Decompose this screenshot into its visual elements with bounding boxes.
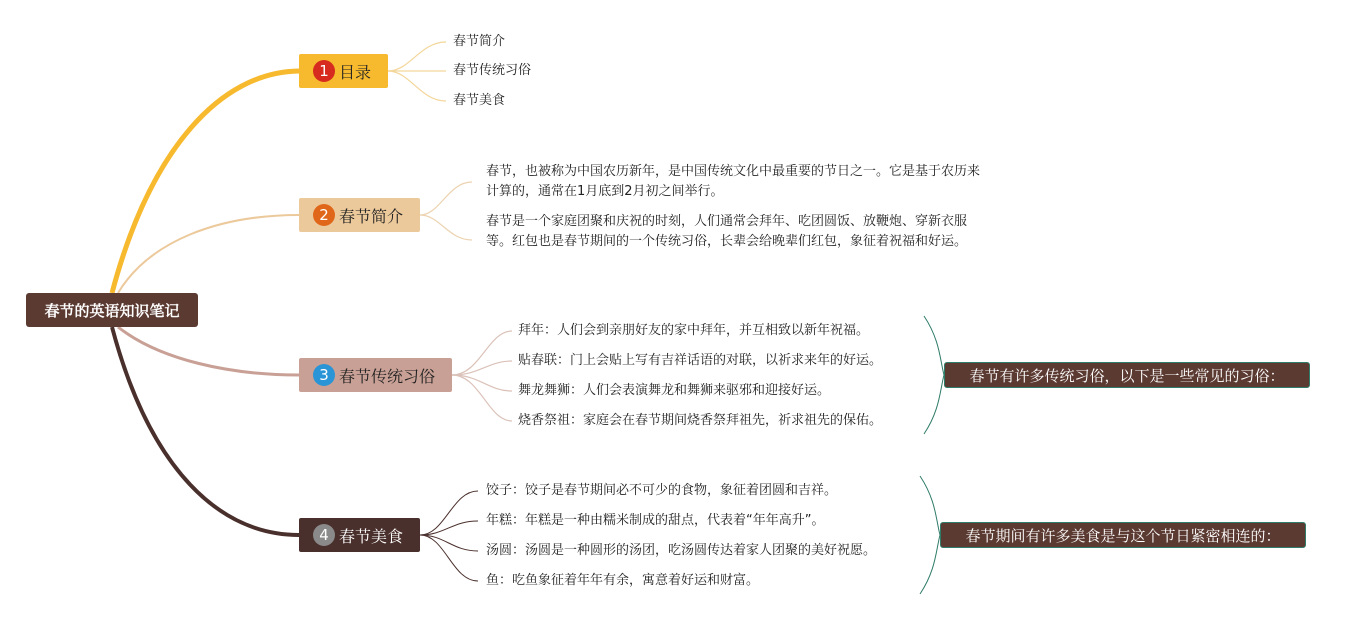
- branch-label: 春节传统习俗: [339, 366, 436, 386]
- branch-label: 目录: [339, 62, 372, 82]
- connector-root-branch4: [112, 327, 299, 535]
- summary-bracket-4: [920, 476, 940, 594]
- connector-b1-leaf1: [388, 42, 446, 71]
- branch-node-introduction[interactable]: [299, 198, 420, 232]
- summary-label: 春节有许多传统习俗，以下是一些常见的习俗：: [969, 366, 1285, 385]
- branch-label: 春节简介: [339, 206, 404, 226]
- connector-b1-leaf3: [388, 71, 446, 101]
- leaf-contents-intro[interactable]: 春节简介: [453, 34, 506, 49]
- leaf-food-tangyuan[interactable]: 汤圆：汤圆是一种圆形的汤团，吃汤圆传达着家人团聚的美好祝愿。: [486, 543, 877, 558]
- leaf-contents-customs[interactable]: 春节传统习俗: [453, 63, 532, 78]
- leaf-custom-dragon-lion-dance[interactable]: 舞龙舞狮：人们会表演舞龙和舞狮来驱邪和迎接好运。: [518, 383, 831, 398]
- root-node[interactable]: [26, 293, 198, 327]
- number-badge-4: 4: [313, 524, 335, 546]
- intro-paragraph-1[interactable]: 春节，也被称为中国农历新年，是中国传统文化中最重要的节日之一。它是基于农历来计算的，通常在1月底到2月初之间举行。: [486, 164, 981, 199]
- connector-root-branch3: [118, 327, 299, 375]
- summary-bracket-3: [924, 316, 944, 434]
- number-badge-2: 2: [313, 204, 335, 226]
- root-label: 春节的英语知识笔记: [44, 301, 180, 320]
- number-badge-3: 3: [313, 364, 335, 386]
- connector-root-branch1: [112, 71, 299, 293]
- connector-b3-leaf3: [452, 375, 512, 391]
- leaf-custom-couplets[interactable]: 贴春联：门上会贴上写有吉祥话语的对联，以祈求来年的好运。: [518, 353, 883, 368]
- leaf-food-fish[interactable]: 鱼：吃鱼象征着年年有余，寓意着好运和财富。: [486, 573, 760, 588]
- summary-food[interactable]: [940, 522, 1306, 548]
- leaf-food-dumplings[interactable]: 饺子：饺子是春节期间必不可少的食物，象征着团圆和吉祥。: [486, 483, 838, 498]
- summary-label: 春节期间有许多美食是与这个节日紧密相连的：: [965, 526, 1281, 545]
- leaf-custom-new-year-greeting[interactable]: 拜年：人们会到亲朋好友的家中拜年，并互相致以新年祝福。: [518, 323, 870, 338]
- connector-b4-leaf1: [420, 491, 478, 535]
- connector-b2-leaf1: [420, 182, 472, 215]
- leaf-contents-food[interactable]: 春节美食: [453, 93, 506, 108]
- leaf-custom-ancestor-worship[interactable]: 烧香祭祖：家庭会在春节期间烧香祭拜祖先，祈求祖先的保佑。: [518, 413, 883, 428]
- summary-customs[interactable]: [944, 362, 1310, 388]
- branch-node-contents[interactable]: [299, 54, 388, 88]
- leaf-food-rice-cake[interactable]: 年糕：年糕是一种由糯米制成的甜点，代表着“年年高升”。: [486, 513, 825, 528]
- intro-paragraph-2[interactable]: 春节是一个家庭团聚和庆祝的时刻，人们通常会拜年、吃团圆饭、放鞭炮、穿新衣服等。红包也是春节期间的一个传统习俗，长辈会给晚辈们红包，象征着祝福和好运。: [486, 214, 968, 249]
- branch-label: 春节美食: [339, 526, 404, 546]
- branch-node-customs[interactable]: [299, 358, 452, 392]
- connector-b4-leaf4: [420, 535, 478, 581]
- connector-root-branch2: [118, 215, 299, 293]
- branch-node-food[interactable]: [299, 518, 420, 552]
- connector-b2-leaf2: [420, 215, 472, 240]
- number-badge-1: 1: [313, 60, 335, 82]
